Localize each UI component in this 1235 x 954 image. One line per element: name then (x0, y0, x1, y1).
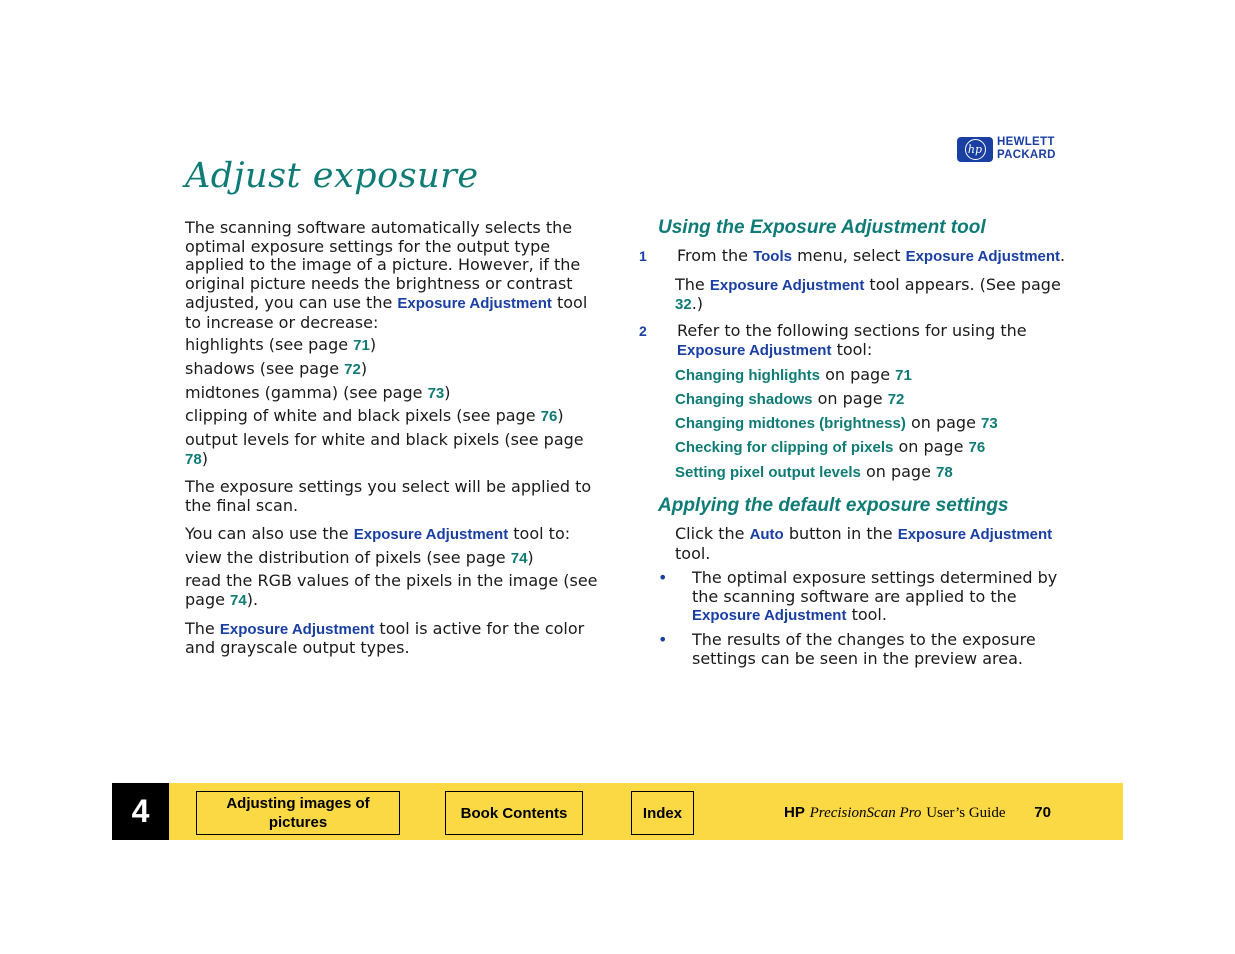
bullet-item (658, 629, 1078, 668)
chapter-nav-button[interactable]: Adjusting images of pictures (196, 791, 400, 835)
page-link-71[interactable]: 71 (353, 337, 370, 355)
exposure-adjustment-link[interactable]: Exposure Adjustment (692, 607, 847, 625)
topic-text: on page (910, 413, 976, 433)
product-name: PrecisionScan Pro (809, 805, 922, 821)
page-link-32[interactable]: 32 (675, 296, 692, 314)
page-link-76[interactable]: 76 (540, 408, 558, 426)
step-text: Refer to the following sections for using the (677, 321, 1027, 341)
result-text: tool appears. (See page (869, 274, 1061, 294)
list-item-end: ) (527, 547, 534, 567)
also-use-paragraph (185, 525, 605, 545)
step-2 (639, 321, 1078, 360)
topic-text: on page (865, 461, 931, 481)
page-link-74[interactable]: 74 (510, 549, 528, 567)
list-item (185, 572, 605, 610)
list-item (185, 336, 605, 356)
step-1-result (675, 276, 1078, 315)
exposure-adjustment-link[interactable]: Exposure Adjustment (397, 294, 552, 312)
hp-logo-line1: HEWLETT (997, 136, 1055, 148)
topic-item (675, 366, 1078, 386)
result-text: The (675, 274, 705, 294)
book-contents-button[interactable]: Book Contents (445, 791, 583, 835)
list-item-text: midtones (gamma) (see page (185, 382, 428, 402)
step-text: From the (677, 246, 748, 265)
adjust-list (185, 336, 605, 469)
page-link-76[interactable]: 76 (968, 439, 986, 457)
page-title: Adjust exposure (185, 156, 479, 196)
bullet-icon: • (658, 567, 668, 587)
list-item-end: ) (369, 335, 377, 355)
page-link-78[interactable]: 78 (936, 463, 953, 481)
topic-list (675, 366, 1078, 483)
intro-paragraph (185, 219, 605, 332)
list-item (185, 549, 605, 569)
list-item-end: ) (360, 358, 368, 378)
page-link-73[interactable]: 73 (427, 384, 445, 402)
list-item (185, 384, 605, 404)
topic-item (675, 463, 1078, 483)
apply-end: tool. (675, 544, 711, 564)
changing-highlights-link[interactable]: Changing highlights (675, 366, 820, 384)
left-column (185, 219, 605, 658)
guide-label: User’s Guide (926, 805, 1006, 821)
intro-tail: tool to increase or decrease: (185, 292, 588, 332)
bullet-end: tool. (851, 605, 887, 625)
index-button[interactable]: Index (631, 791, 694, 835)
page-link-72[interactable]: 72 (344, 360, 361, 378)
exposure-adjustment-link[interactable]: Exposure Adjustment (677, 341, 832, 359)
result-bullets (658, 567, 1078, 669)
list-item (185, 431, 605, 469)
result-end: .) (691, 294, 704, 314)
step-text: menu, select (797, 246, 901, 265)
page-number: 70 (1034, 804, 1051, 821)
active-tail: tool is active for the color and grayscale output types. (185, 618, 585, 658)
also-use-tail: tool to: (513, 523, 571, 543)
page-link-71[interactable]: 71 (895, 366, 912, 384)
active-paragraph (185, 620, 605, 658)
step-number: 2 (639, 323, 647, 340)
list-item-end: ) (444, 382, 451, 402)
list-item (185, 407, 605, 427)
step-end: . (1060, 246, 1066, 265)
checking-clipping-link[interactable]: Checking for clipping of pixels (675, 439, 894, 457)
list-item-text: view the distribution of pixels (see page (185, 547, 511, 567)
list-item-end: ) (201, 448, 208, 468)
exposure-adjustment-link[interactable]: Exposure Adjustment (353, 525, 509, 543)
page-link-72[interactable]: 72 (887, 390, 905, 408)
apply-text: Click the (675, 524, 745, 544)
final-scan-paragraph: The exposure settings you select will be applied to the final scan. (185, 477, 592, 516)
tools-menu-link[interactable]: Tools (753, 248, 792, 265)
changing-midtones-link[interactable]: Changing midtones (brightness) (675, 415, 906, 433)
topic-text: on page (817, 388, 883, 408)
step-1 (639, 246, 1078, 267)
exposure-adjustment-link[interactable]: Exposure Adjustment (905, 248, 1061, 265)
exposure-adjustment-link[interactable]: Exposure Adjustment (709, 276, 865, 294)
intro-text: The scanning software automatically selects the optimal exposure settings for the output type applied to the image of a picture. However, if the original picture needs the brightness or contrast adjusted, you can use the (185, 218, 581, 312)
active-text: The (185, 618, 215, 638)
bullet-icon: • (658, 629, 668, 649)
list-item-text: clipping of white and black pixels (see page (185, 406, 541, 426)
topic-item (675, 438, 1078, 458)
list-item-end: ). (246, 589, 259, 609)
step-number: 1 (639, 248, 647, 264)
bullet-text: The results of the changes to the exposure settings can be seen in the preview area. (692, 629, 1036, 668)
list-item-text: output levels for white and black pixels (see page (185, 430, 584, 450)
apply-text: button in the (788, 524, 893, 544)
page-link-74[interactable]: 74 (230, 591, 247, 609)
page-link-78[interactable]: 78 (185, 450, 202, 468)
use-list (185, 549, 605, 611)
guide-title (784, 803, 1051, 822)
brand-label: HP (784, 804, 805, 821)
list-item-text: shadows (see page (185, 358, 345, 378)
topic-item (675, 390, 1078, 410)
page-link-73[interactable]: 73 (981, 415, 998, 433)
topic-text: on page (898, 437, 964, 457)
list-item (185, 360, 605, 380)
topic-item (675, 414, 1078, 434)
hp-logo-badge-text: hp (965, 139, 986, 160)
heading-using-tool: Using the Exposure Adjustment tool (658, 217, 986, 238)
auto-button-link[interactable]: Auto (749, 526, 784, 544)
exposure-adjustment-link[interactable]: Exposure Adjustment (219, 620, 375, 638)
bullet-text: The optimal exposure settings determined by the scanning software are applied to the (692, 567, 1058, 606)
list-item-text: read the RGB values of the pixels in the image (see page (185, 571, 598, 609)
list-item-text: highlights (see page (185, 335, 354, 355)
changing-shadows-link[interactable]: Changing shadows (675, 390, 813, 408)
setting-output-levels-link[interactable]: Setting pixel output levels (675, 463, 861, 481)
exposure-adjustment-link[interactable]: Exposure Adjustment (897, 526, 1053, 544)
heading-applying-defaults: Applying the default exposure settings (658, 495, 1009, 517)
list-item-end: ) (557, 406, 564, 426)
apply-paragraph (675, 525, 1078, 563)
hp-logo (957, 136, 1056, 162)
also-use-text: You can also use the (185, 523, 349, 543)
bullet-item (658, 567, 1078, 626)
hp-logo-line2: PACKARD (997, 149, 1056, 161)
step-end: tool: (836, 339, 873, 359)
topic-text: on page (825, 364, 891, 384)
hp-logo-wordmark (997, 136, 1056, 162)
chapter-number-tab: 4 (112, 783, 169, 840)
hp-logo-icon (957, 137, 993, 162)
right-column (639, 216, 1078, 668)
